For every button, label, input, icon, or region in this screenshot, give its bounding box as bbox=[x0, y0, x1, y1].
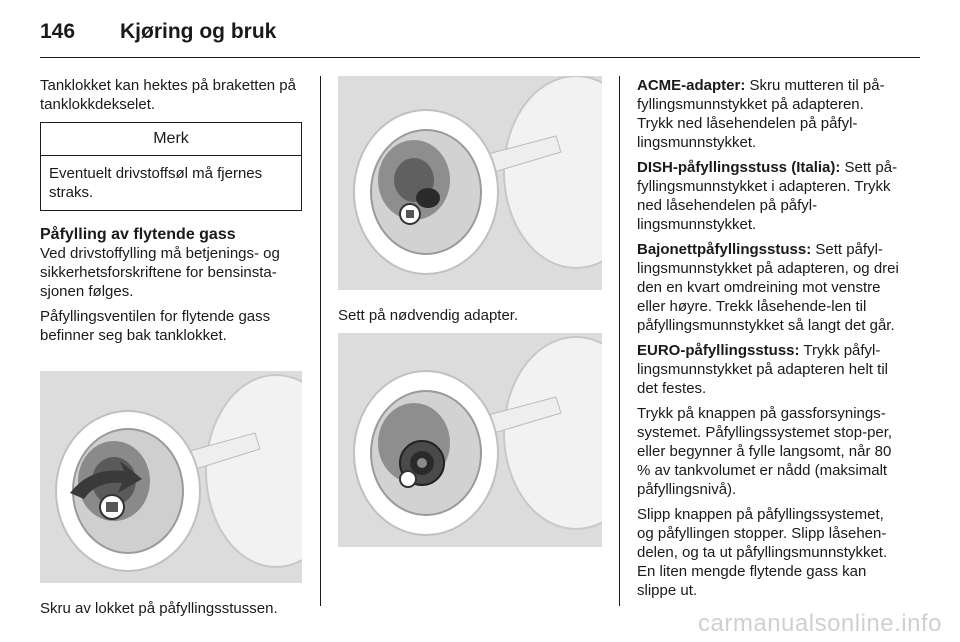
intro-paragraph: Tanklokket kan hektes på braketten på tanklokkdekselet. bbox=[40, 77, 296, 113]
adapter-item-bayonet bbox=[637, 240, 903, 335]
adapter-item-dish bbox=[637, 158, 903, 234]
page-number: 146 bbox=[40, 20, 76, 43]
figure-caption-2: Sett på nødvendig adapter. bbox=[338, 307, 519, 324]
figure-adapter-mounted bbox=[338, 76, 602, 290]
adapter-lead-acme: ACME-adapter: bbox=[637, 77, 746, 94]
adapter-text-bayonet: Sett påfyl-lingsmunnstykket på adapteren, og drei den en kvart omdreining mot venstre eller høyre. Trekk låsehende-len til påfyllingsmunnstykket så langt det går. bbox=[637, 241, 899, 334]
section-title: Påfylling av flytende gass bbox=[40, 226, 236, 243]
header-rule bbox=[40, 57, 920, 58]
adapter-text-acme: Skru mutteren til på-fyllingsmunnstykket på adapteren. Trykk ned låsehendelen på påfyl-lingsmunnstykket. bbox=[637, 77, 885, 151]
page-header bbox=[40, 14, 920, 58]
fuel-flap-illustration-2 bbox=[338, 76, 602, 290]
paragraph-refuel-rules: Ved drivstoffylling må betjenings- og sikkerhetsforskriftene for bensinsta-sjonen følges. bbox=[40, 245, 280, 300]
column-divider-1 bbox=[320, 76, 321, 606]
adapter-lead-bayonet: Bajonettpåfyllingsstuss: bbox=[637, 241, 812, 258]
figure-caption-1: Skru av lokket på påfyllingsstussen. bbox=[40, 600, 278, 617]
adapter-text-dish: Sett på-fyllingsmunnstykket i adapteren. Trykk ned låsehendelen på påfyl-lingsmunnstykket. bbox=[637, 159, 898, 233]
watermark: carmanualsonline.info bbox=[698, 610, 942, 637]
column-divider-2 bbox=[619, 76, 620, 606]
adapter-text-euro: Trykk påfyl-lingsmunnstykket på adapteren helt til det festes. bbox=[637, 342, 888, 397]
note-title: Merk bbox=[41, 123, 301, 156]
note-body: Eventuelt drivstoffsøl må fjernes straks. bbox=[49, 165, 263, 201]
paragraph-press-button: Trykk på knappen på gassforsynings-systemet. Påfyllingssystemet stop-per, eller begynner å fylle langsomt, når 80 % av tankvolumet er nådd (maksimalt påfyllingsnivå). bbox=[637, 405, 893, 498]
column-1 bbox=[40, 76, 302, 618]
adapter-lead-dish: DISH-påfyllingsstuss (Italia): bbox=[637, 159, 841, 176]
fuel-flap-illustration-1 bbox=[40, 371, 302, 583]
adapter-lead-euro: EURO-påfyllingsstuss: bbox=[637, 342, 800, 359]
note-box bbox=[40, 122, 302, 211]
figure-nozzle-connected bbox=[338, 333, 602, 547]
figure-unscrew-cap bbox=[40, 371, 302, 583]
adapter-item-acme bbox=[637, 76, 903, 152]
fuel-flap-illustration-3 bbox=[338, 333, 602, 547]
paragraph-valve-location: Påfyllingsventilen for flytende gass befinner seg bak tanklokket. bbox=[40, 308, 271, 344]
column-3 bbox=[637, 76, 903, 606]
page-title: Kjøring og bruk bbox=[120, 20, 277, 43]
adapter-item-euro bbox=[637, 341, 903, 398]
paragraph-release-button: Slipp knappen på påfyllingssystemet, og påfyllingen stopper. Slipp låsehen-delen, og ta ut påfyllingsmunnstykket. En liten mengde flytende gass kan slippe ut. bbox=[637, 506, 888, 599]
column-2 bbox=[338, 76, 602, 547]
